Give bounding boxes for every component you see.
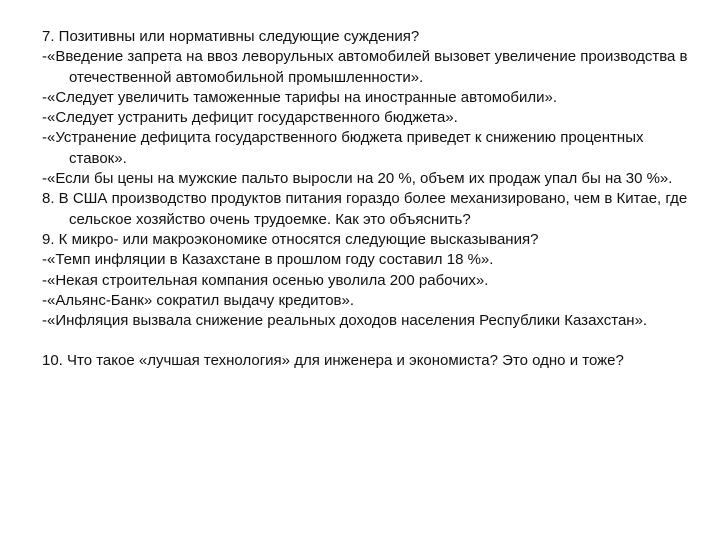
question-8: 8. В США производство продуктов питания гораздо более механизировано, чем в Китае, где сельское хозяйство очень трудоемке. Как это объяснить? <box>42 190 688 228</box>
question-7-statement-4: -«Устранение дефицита государственного бюджета приведет к снижению процентных ставок». <box>42 129 644 167</box>
question-7: 7. Позитивны или нормативны следующие суждения? <box>42 28 420 45</box>
question-9-statement-4: -«Инфляция вызвала снижение реальных доходов населения Республики Казахстан». <box>42 312 648 330</box>
question-9-statement-2: -«Некая строительная компания осенью уволила 200 рабочих». <box>42 271 489 289</box>
question-10: 10. Что такое «лучшая технология» для инженера и экономиста? Это одно и тоже? <box>42 352 624 370</box>
question-7-statement-2: -«Следует увеличить таможенные тарифы на иностранные автомобили». <box>42 88 558 106</box>
question-7-statement-3: -«Следует устранить дефицит государственного бюджета». <box>42 109 458 127</box>
question-7-statement-1: -«Введение запрета на ввоз леворульных автомобилей вызовет увеличение производства в отечественной автомобильной промышленности». <box>42 48 688 86</box>
slide-text-body <box>42 27 692 372</box>
question-7-statement-5: -«Если бы цены на мужские пальто выросли на 20 %, объем их продаж упал бы на 30 %». <box>42 170 673 188</box>
question-9-statement-1: -«Темп инфляции в Казахстане в прошлом году составил 18 %». <box>42 251 494 269</box>
question-9: 9. К микро- или макроэкономике относятся следующие высказывания? <box>42 230 539 248</box>
paragraph-gap <box>42 331 692 351</box>
question-9-statement-3: -«Альянс-Банк» сократил выдачу кредитов». <box>42 291 355 309</box>
